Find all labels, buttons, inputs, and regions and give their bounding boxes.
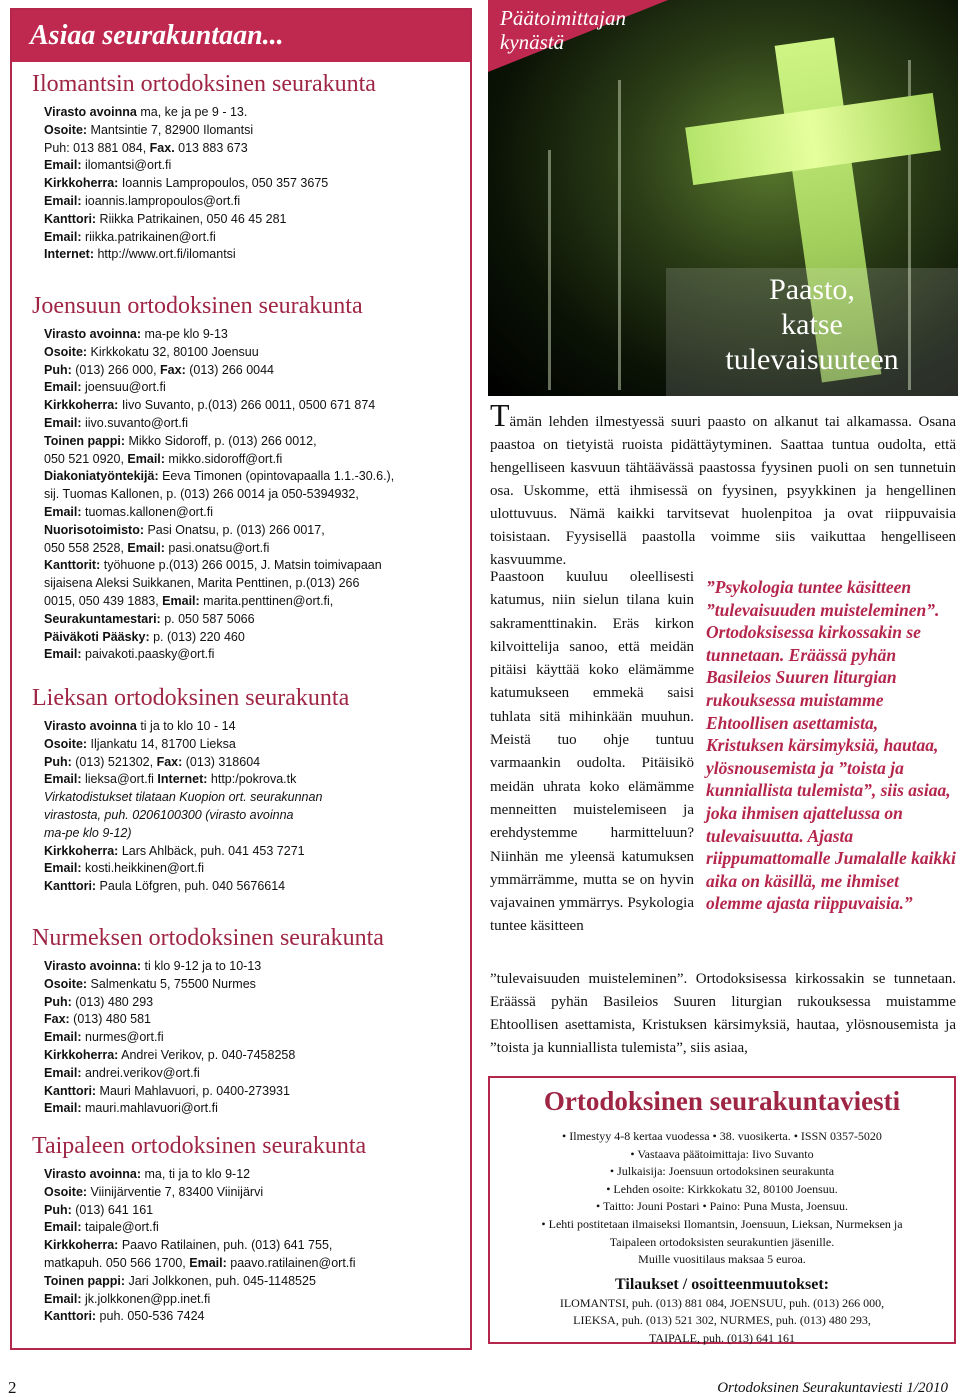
contact-line: Fax: (013) 480 581 [44,1012,152,1027]
contact-line: 050 521 0920, Email: mikko.sidoroff@ort.fi [44,451,283,466]
contact-line: Puh: 013 881 084, Fax. 013 883 673 [44,140,248,155]
contact-line: virastosta, puh. 0206100300 (virasto avoinna [44,807,294,822]
contact-line: Email: joensuu@ort.fi [44,380,166,395]
parish-directory [10,8,472,1350]
parish-title: Ilomantsin ortodoksinen seurakunta [32,71,376,97]
contact-line: Puh: (013) 641 161 [44,1202,154,1217]
parish-section [12,1132,470,1326]
info-line: Taipaleen ortodoksisten seurakuntien jäsenille. [609,1234,835,1249]
subscription-line: ILOMANTSI, puh. (013) 881 084, JOENSUU, puh. (013) 266 000, [559,1295,885,1310]
contact-line: Kirkkoherra: Andrei Verikov, p. 040-7458258 [44,1047,296,1062]
contact-line: Kanttorit: työhuone p.(013) 266 0015, J. Matsin toimivapaan [44,558,382,573]
info-line: • Ilmestyy 4-8 kertaa vuodessa • 38. vuosikerta. • ISSN 0357-5020 [562,1129,882,1143]
info-line: • Taitto: Jouni Postari • Paino: Puna Musta, Joensuu. [595,1199,848,1214]
publication-footer: Ortodoksinen Seurakuntaviesti 1/2010 [717,1380,948,1396]
editorial-intro [490,397,956,572]
contact-line: Seurakuntamestari: p. 050 587 5066 [44,611,255,626]
contact-line: Email: nurmes@ort.fi [44,1030,164,1045]
parish-section [12,684,470,896]
contact-line: Puh: (013) 521302, Fax: (013) 318604 [44,754,261,769]
contact-line: Toinen pappi: Jari Jolkkonen, puh. 045-1148525 [44,1273,316,1288]
contact-line: 050 558 2528, Email: pasi.onatsu@ort.fi [44,540,270,555]
contact-line: Email: paivakoti.paasky@ort.fi [44,647,215,662]
contact-line: Email: lieksa@ort.fi Internet: http:/pokrova.tk [44,772,297,787]
contact-line: Kanttori: Paula Löfgren, puh. 040 5676614 [44,879,286,894]
publication-info-box [488,1076,956,1344]
contact-line: Internet: http://www.ort.fi/ilomantsi [44,247,236,262]
parish-title: Nurmeksen ortodoksinen seurakunta [32,925,384,951]
parish-section [12,70,470,264]
subscription-line: LIEKSA, puh. (013) 521 302, NURMES, puh. (013) 480 293, [573,1313,871,1328]
contact-line: Email: riikka.patrikainen@ort.fi [44,229,216,244]
contact-line: Kanttori: Riikka Patrikainen, 050 46 45 281 [44,211,287,226]
contact-line: Virasto avoinna: ma-pe klo 9-13 [44,327,228,341]
publication-details [490,1128,954,1269]
directory-header [12,10,470,62]
subscription-contacts [490,1295,954,1348]
contact-line: Osoite: Kirkkokatu 32, 80100 Joensuu [44,344,259,359]
contact-line: sijaisena Aleksi Suikkanen, Marita Penttinen, p.(013) 266 [44,576,360,591]
parish-title: Joensuun ortodoksinen seurakunta [32,293,363,319]
parish-title: Lieksan ortodoksinen seurakunta [32,685,350,711]
editorial-continued: ”tulevaisuuden muisteleminen”. Ortodoksisessa kirkossakin se tunnetaan. Eräässä pyhän Basileios Suuren liturgian rukouksessa muistamme Ehtoollisen asettamista, Kristuksen kärsimyksiä, hautaa, ylösnousemista ja ”toista ja kunniallista tulemista”, siis asiaa, [490,971,956,1056]
subscriptions-heading: Tilaukset / osoitteenmuutokset: [615,1275,829,1293]
cover-photo [488,0,958,396]
contact-line: Email: jk.jolkkonen@pp.inet.fi [44,1291,211,1306]
contact-line: Email: kosti.heikkinen@ort.fi [44,861,204,876]
directory-title: Asiaa seurakuntaan... [30,20,284,51]
contact-line: Email: tuomas.kallonen@ort.fi [44,504,214,519]
contact-line: Virkatodistukset tilataan Kuopion ort. seurakunnan [44,790,323,805]
drop-cap: T [490,397,510,433]
info-line: • Lehden osoite: Kirkkokatu 32, 80100 Joensuu. [606,1181,838,1196]
parish-section [12,292,470,664]
info-line: • Lehti postitetaan ilmaiseksi Ilomantsin, Joensuun, Lieksan, Nurmeksen ja [541,1216,903,1231]
contact-line: Puh: (013) 480 293 [44,994,154,1009]
parish-title: Taipaleen ortodoksinen seurakunta [32,1133,367,1159]
intro-text: ämän lehden ilmestyessä suuri paasto on alkanut tai alkamassa. Osana paastoa on tietyistä ruoista pidättäytyminen. Saattaa tuntua oudolta, että hengelliseen kasvuun tähtäävässä paastossa fyysinen puoli on sen tunnetuin osa. Uskomme, että ihmisessä on fyysinen, psyykkinen ja hengellinen ulottuvuus. Nämä kaikki tarvitsevat huolenpitoa ja ovat riippuvaisia toisistaan. Fyysisellä paastolla voimme siis vaikuttaa hengelliseen kasvuumme. [490,414,956,568]
contact-line: 0015, 050 439 1883, Email: marita.penttinen@ort.fi, [44,593,334,608]
contact-line: Kirkkoherra: Lars Ahlbäck, puh. 041 453 7271 [44,843,305,858]
contact-line: Puh: (013) 266 000, Fax: (013) 266 0044 [44,362,275,377]
contact-line: Virasto avoinna: ti klo 9-12 ja to 10-13 [44,959,262,973]
pull-quote: ”Psykologia tuntee käsitteen ”tulevaisuuden muisteleminen”. Ortodoksisessa kirkossakin se tunnetaan. Eräässä pyhän Basileios Suuren liturgian rukouksessa muistamme Ehtoollisen asettamista, Kristuksen kärsimyksiä, hautaa, ylösnousemista ja ”toista ja kunniallista tulemista”, siis asiaa, joka ihmisen ajattelussa on tulevaisuutta. Ajasta riippumattomalle Jumalalle kaikki aika on käsillä, me ihmiset olemme ajasta riippuvaisia.” [706,577,956,914]
article-headline: Paasto, katse tulevaisuuteen [666,268,958,396]
contact-line: Virasto avoinna ma, ke ja pe 9 - 13. [44,105,248,119]
contact-line: ma-pe klo 9-12) [44,825,132,840]
parish-section [12,924,470,1118]
contact-line: Diakoniatyöntekijä: Eeva Timonen (opintovapaalla 1.1.-30.6.), [44,469,395,484]
contact-line: Osoite: Mantsintie 7, 82900 Ilomantsi [44,122,254,137]
subscription-line: TAIPALE, puh. (013) 641 161 [649,1330,795,1345]
contact-line: Virasto avoinna ti ja to klo 10 - 14 [44,719,236,733]
contact-line: sij. Tuomas Kallonen, p. (013) 266 0014 ja 050-5394932, [44,487,359,502]
contact-line: Email: andrei.verikov@ort.fi [44,1065,200,1080]
editorial-body: Paastoon kuuluu oleellisesti katumus, niin sielun tilana kuin sakramenttinakin. Eräs kirkon kilvoittelija sanoo, että meidän pitäisi käyttää koko elämämme katumukseen emmekä saisi tuhlata sitä mihinkään muuhun. Meistä tuo ohje tuntuu varmaankin oudolta. Pitäisikö meidän uhrata koko elämämme menneitten muistelemiseen ja erehdystemme harmitteluun? Niinhän me yleensä katumuksen ymmärrämme, mutta se on hyvin vajavainen ymmärrys. Psykologia tuntee käsitteen [490,569,694,935]
contact-line: Email: ilomantsi@ort.fi [44,158,172,173]
contact-line: Nuorisotoimisto: Pasi Onatsu, p. (013) 266 0017, [44,522,325,537]
column-label: Päätoimittajan kynästä [500,6,626,54]
contact-line: Päiväkoti Pääsky: p. (013) 220 460 [44,629,245,644]
contact-line: Osoite: Viinijärventie 7, 83400 Viinijärvi [44,1184,264,1199]
contact-line: Kirkkoherra: Ioannis Lampropoulos, 050 357 3675 [44,176,329,191]
publication-title: Ortodoksinen seurakuntaviesti [543,1086,901,1116]
contact-line: Email: ioannis.lampropoulos@ort.fi [44,193,241,208]
info-line: Muille vuositilaus maksaa 5 euroa. [638,1252,806,1267]
info-line: • Julkaisija: Joensuun ortodoksinen seurakunta [609,1164,835,1179]
page-number: 2 [8,1378,17,1397]
contact-line: Email: mauri.mahlavuori@ort.fi [44,1101,218,1116]
contact-line: Kanttori: Mauri Mahlavuori, p. 0400-273931 [44,1083,290,1098]
contact-line: Kanttori: puh. 050-536 7424 [44,1309,205,1324]
contact-line: Osoite: Salmenkatu 5, 75500 Nurmes [44,976,256,991]
contact-line: Virasto avoinna: ma, ti ja to klo 9-12 [44,1167,251,1181]
contact-line: Osoite: Iljankatu 14, 81700 Lieksa [44,736,236,751]
info-line: • Vastaava päätoimittaja: Iivo Suvanto [630,1146,814,1161]
contact-line: matkapuh. 050 566 1700, Email: paavo.ratilainen@ort.fi [44,1255,356,1270]
contact-line: Kirkkoherra: Paavo Ratilainen, puh. (013) 641 755, [44,1238,333,1253]
contact-line: Toinen pappi: Mikko Sidoroff, p. (013) 266 0012, [44,433,317,448]
contact-line: Email: taipale@ort.fi [44,1220,159,1235]
contact-line: Kirkkoherra: Iivo Suvanto, p.(013) 266 0011, 0500 671 874 [44,398,376,413]
contact-line: Email: iivo.suvanto@ort.fi [44,415,188,430]
